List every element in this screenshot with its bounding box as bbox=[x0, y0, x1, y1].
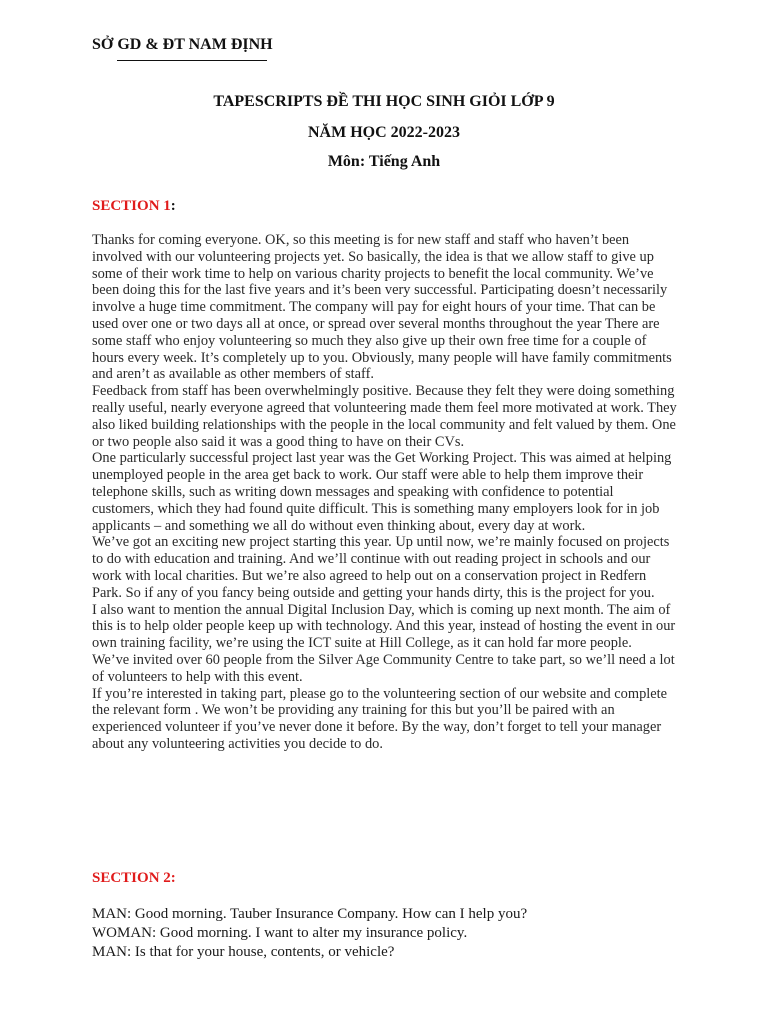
section-1-heading bbox=[92, 198, 176, 215]
paragraph: Thanks for coming everyone. OK, so this meeting is for new staff and staff who haven’t been involved with our volunteering projects yet. So basically, the idea is that we allow staff to give up some of their work time to help on various charity projects to benefit the local community. We’ve been doing this for the last five years and it’s been very successful. Participating doesn’t necessarily involve a huge time commitment. The company will pay for eight hours of your time. That can be used over one or two days all at once, or spread over several months throughout the year There are some staff who enjoy volunteering so much they also give up their own free time for a couple of hours every week. It’s completely up to you. Obviously, many people will have family commitments and aren’t as available as other members of staff. bbox=[92, 232, 672, 383]
section-2-heading: SECTION 2: bbox=[92, 870, 176, 886]
school-year: NĂM HỌC 2022-2023 bbox=[308, 124, 460, 141]
section-1-heading-colon: : bbox=[170, 198, 176, 214]
document-title: TAPESCRIPTS ĐỀ THI HỌC SINH GIỎI LỚP 9 bbox=[213, 93, 555, 110]
paragraph: I also want to mention the annual Digital Inclusion Day, which is coming up next month. The aim of this is to help older people keep up with technology. And this year, instead of hosting the event in our own training facility, we’re using the ICT suite at Hill College, as it can hold far more people. bbox=[92, 601, 676, 652]
paragraph: We’ve invited over 60 people from the Silver Age Community Centre to take part, so we’ll need a lot of volunteers to help with this event. bbox=[92, 651, 675, 685]
dialogue-line: MAN: Good morning. Tauber Insurance Company. How can I help you? bbox=[92, 906, 528, 922]
department-name: SỞ GD & ĐT NAM ĐỊNH bbox=[92, 36, 273, 53]
department-underline bbox=[117, 60, 267, 61]
subject-line: Môn: Tiếng Anh bbox=[327, 153, 441, 170]
section-1-body bbox=[92, 232, 678, 753]
paragraph: One particularly successful project last year was the Get Working Project. This was aimed at helping unemployed people in the area get back to work. Our staff were able to help them improve their telephone skills, such as writing down messages and speaking with confidence to potential customers, which they had found quite difficult. This is something many employers look for in job applicants – and something we all do without even thinking about, every day at work. bbox=[92, 450, 672, 534]
paragraph: Feedback from staff has been overwhelmingly positive. Because they felt they were doing something really useful, nearly everyone agreed that volunteering made them feel more motivated at work. They also liked building relationships with the people in the local community and felt valued by them. One or two people also said it was a good thing to have on their CVs. bbox=[92, 383, 677, 450]
dialogue-line: MAN: Is that for your house, contents, or vehicle? bbox=[92, 944, 395, 960]
paragraph: We’ve got an exciting new project starting this year. Up until now, we’re mainly focused on projects to do with education and training. And we’ll continue with out reading project in schools and our work with local charities. But we’re also agreed to help out on a conservation project in Redfern Park. So if any of you fancy being outside and getting your hands dirty, this is the project for you. bbox=[92, 534, 670, 601]
section-2-dialogue bbox=[92, 905, 692, 962]
paragraph: If you’re interested in taking part, please go to the volunteering section of our website and complete the relevant form . We won’t be providing any training for this but you’ll be paired with an experienced volunteer if you’ve never done it before. By the way, don’t forget to tell your manager about any volunteering activities you decide to do. bbox=[92, 685, 668, 752]
section-1-heading-text: SECTION 1 bbox=[92, 198, 171, 214]
dialogue-line: WOMAN: Good morning. I want to alter my insurance policy. bbox=[92, 925, 468, 941]
